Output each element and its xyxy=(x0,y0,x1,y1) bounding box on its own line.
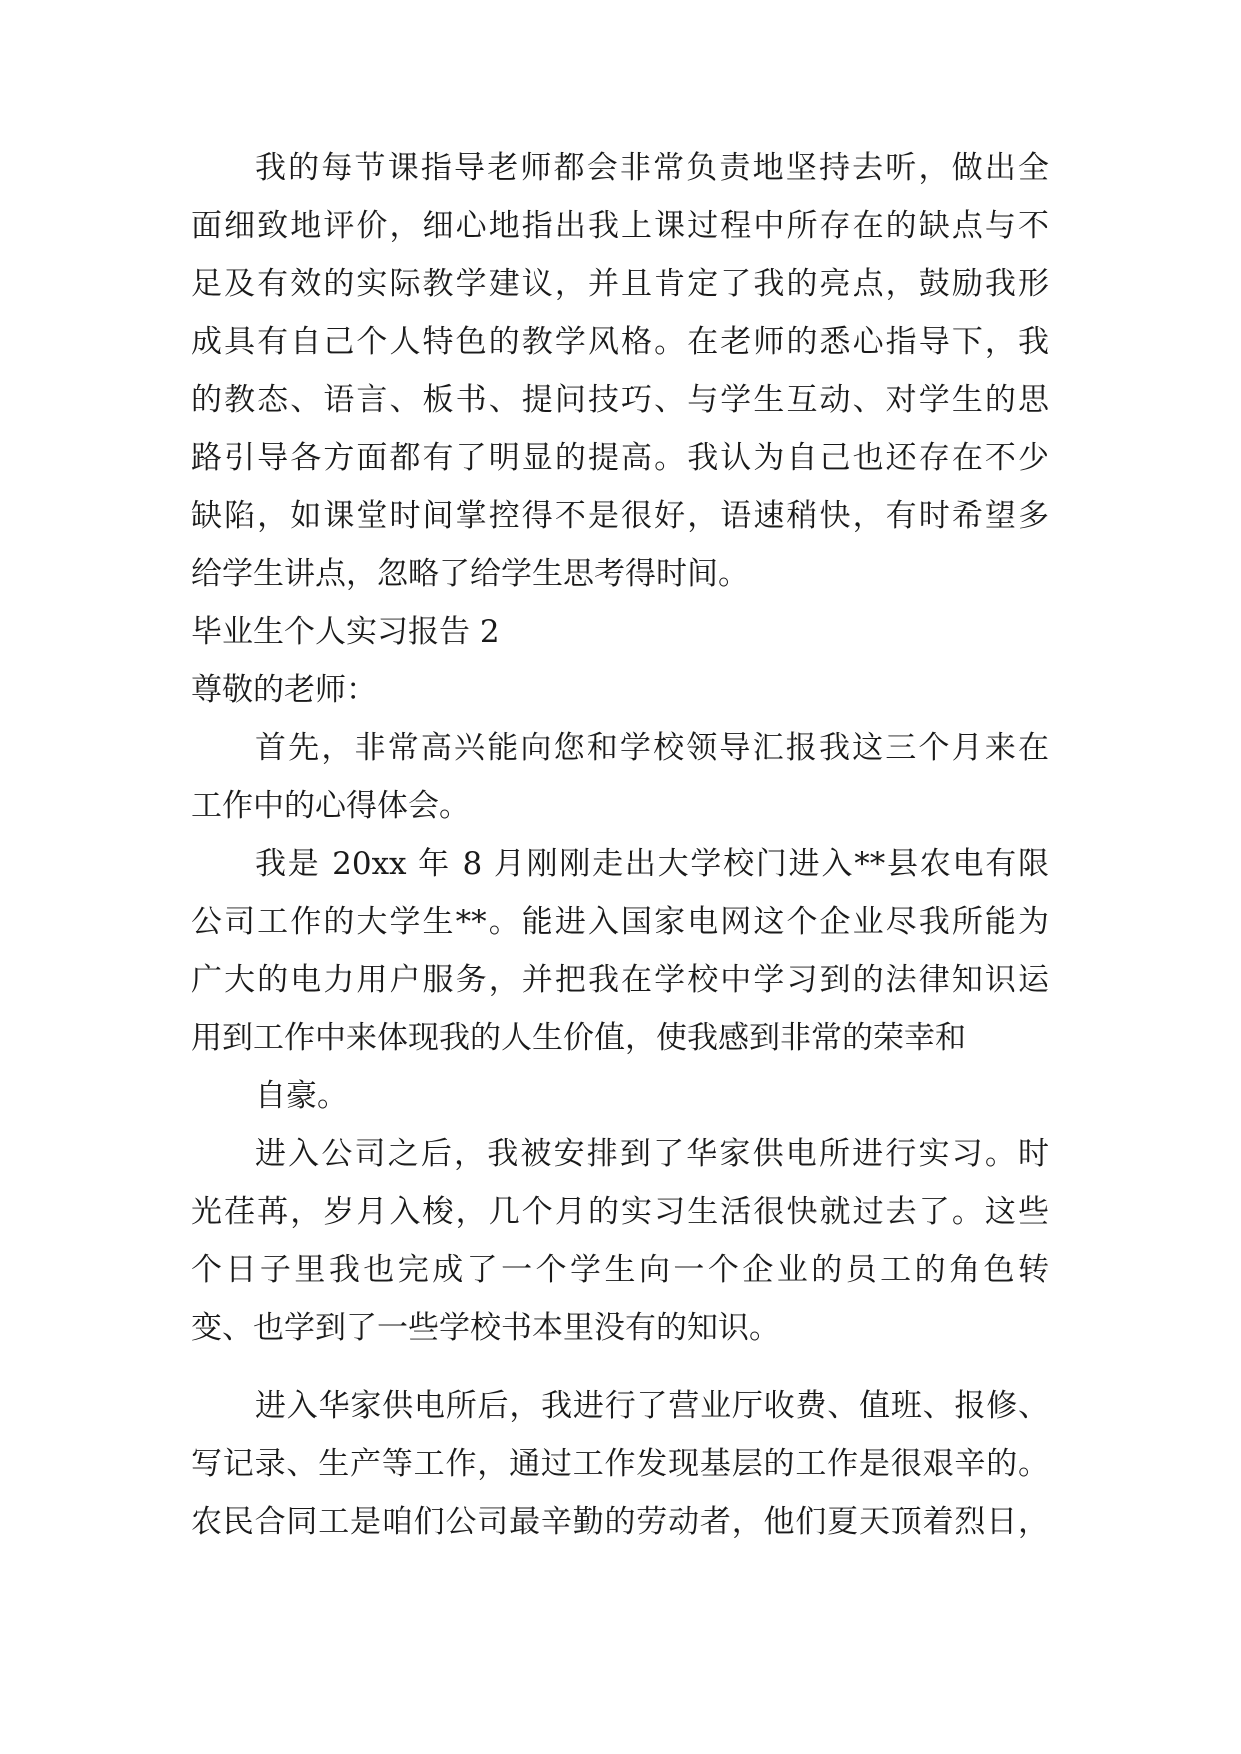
paragraph-line: 缺陷，如课堂时间掌控得不是很好，语速稍快，有时希望多 xyxy=(191,498,1049,534)
paragraph-line: 农民合同工是咱们公司最辛勤的劳动者，他们夏天顶着烈日， xyxy=(191,1504,1049,1540)
paragraph-line: 给学生讲点，忽略了给学生思考得时间。 xyxy=(191,556,749,592)
salutation: 尊敬的老师： xyxy=(191,672,377,708)
paragraph-line: 进入华家供电所后，我进行了营业厅收费、值班、报修、 xyxy=(255,1388,1049,1424)
paragraph-line: 自豪。 xyxy=(255,1078,348,1114)
paragraph-line: 工作中的心得体会。 xyxy=(191,788,470,824)
paragraph-line: 广大的电力用户服务，并把我在学校中学习到的法律知识运 xyxy=(191,962,1049,998)
paragraph-line: 面细致地评价，细心地指出我上课过程中所存在的缺点与不 xyxy=(191,208,1049,244)
paragraph-line: 首先，非常高兴能向您和学校领导汇报我这三个月来在 xyxy=(255,730,1049,766)
paragraph-line: 公司工作的大学生**。能进入国家电网这个企业尽我所能为 xyxy=(191,904,1049,940)
paragraph-line: 路引导各方面都有了明显的提高。我认为自己也还存在不少 xyxy=(191,440,1049,476)
paragraph-line: 个日子里我也完成了一个学生向一个企业的员工的角色转 xyxy=(191,1252,1049,1288)
paragraph-line: 我是 20xx 年 8 月刚刚走出大学校门进入**县农电有限 xyxy=(255,846,1049,882)
paragraph-line: 足及有效的实际教学建议，并且肯定了我的亮点，鼓励我形 xyxy=(191,266,1049,302)
section-heading: 毕业生个人实习报告 2 xyxy=(191,614,500,650)
paragraph-line: 成具有自己个人特色的教学风格。在老师的悉心指导下，我 xyxy=(191,324,1049,360)
paragraph-line: 用到工作中来体现我的人生价值，使我感到非常的荣幸和 xyxy=(191,1020,966,1056)
paragraph-line: 进入公司之后，我被安排到了华家供电所进行实习。时 xyxy=(255,1136,1049,1172)
paragraph-line: 变、也学到了一些学校书本里没有的知识。 xyxy=(191,1310,780,1346)
paragraph-line: 我的每节课指导老师都会非常负责地坚持去听，做出全 xyxy=(255,150,1049,186)
paragraph-line: 光荏苒，岁月入梭，几个月的实习生活很快就过去了。这些 xyxy=(191,1194,1049,1230)
paragraph-line: 的教态、语言、板书、提问技巧、与学生互动、对学生的思 xyxy=(191,382,1049,418)
paragraph-line: 写记录、生产等工作，通过工作发现基层的工作是很艰辛的。 xyxy=(191,1446,1049,1482)
